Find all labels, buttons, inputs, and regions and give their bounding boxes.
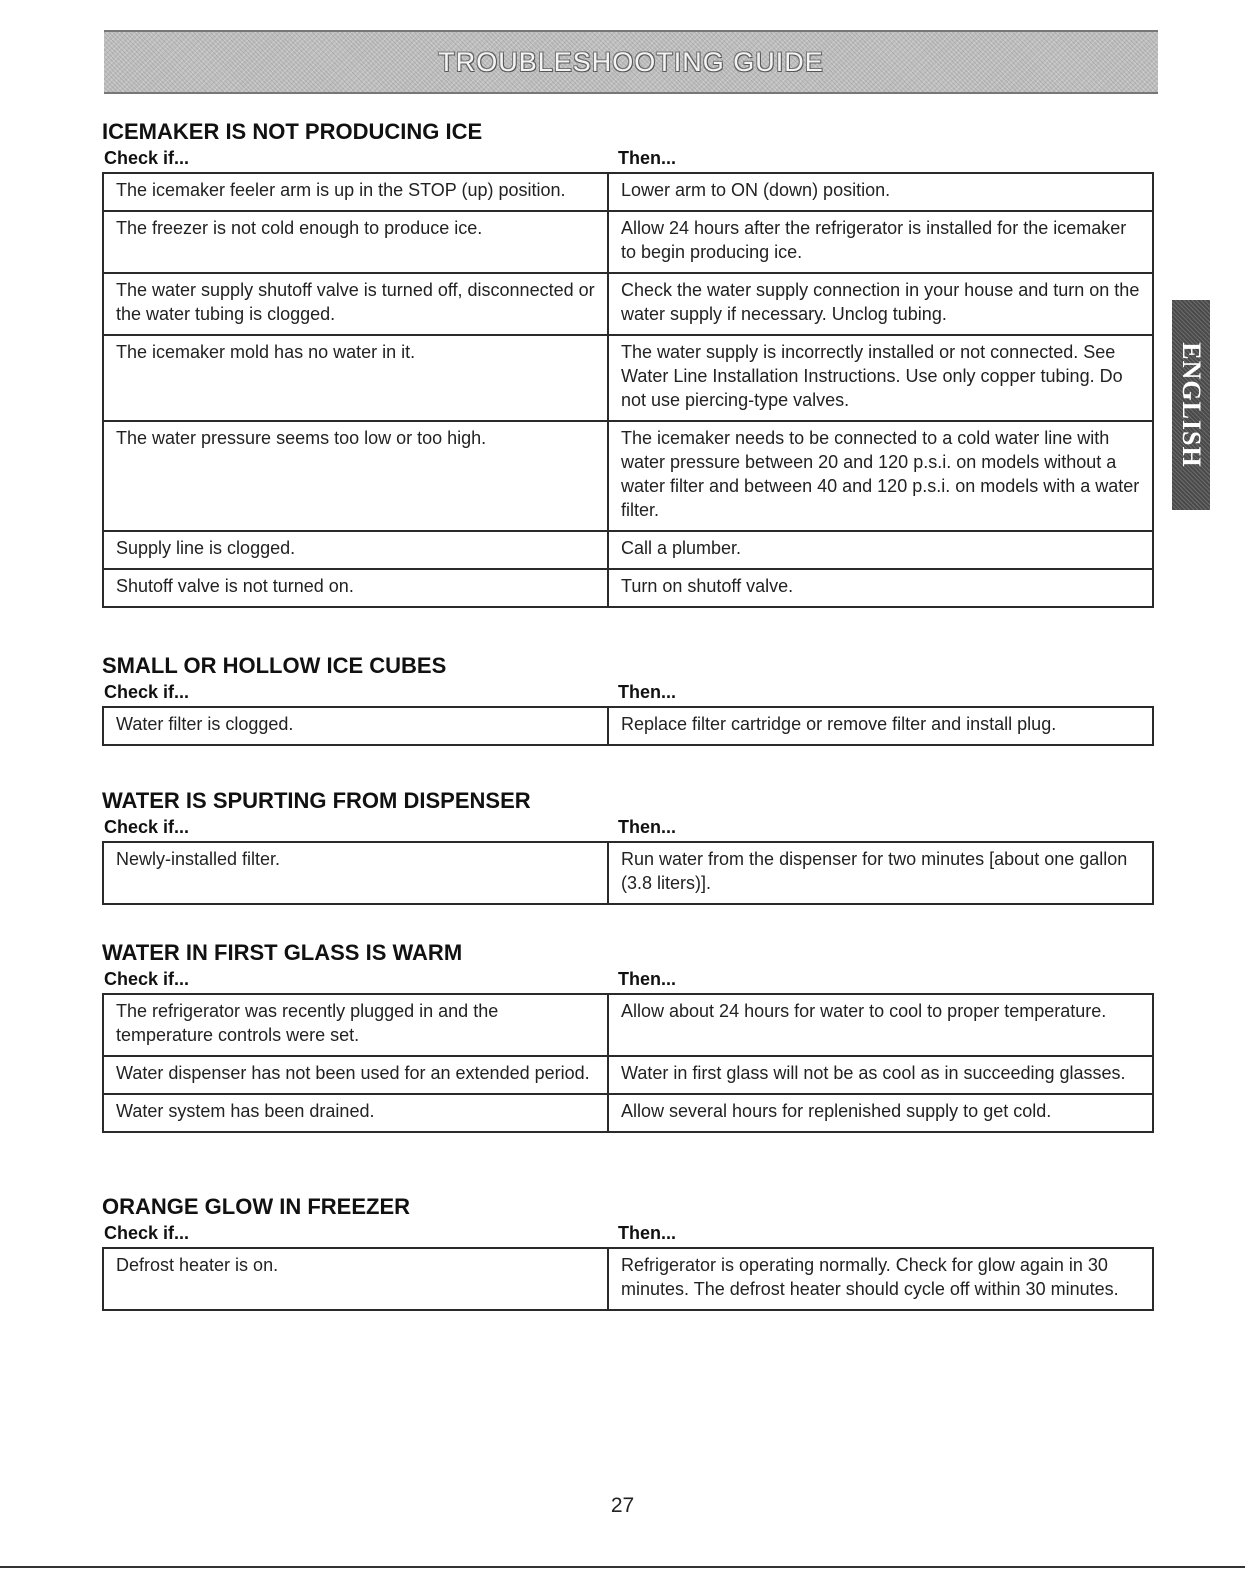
then-cell: Lower arm to ON (down) position.	[608, 173, 1153, 211]
table-row	[103, 1056, 1153, 1094]
table-row	[103, 1248, 1153, 1310]
table-row	[103, 335, 1153, 421]
check-cell: Defrost heater is on.	[103, 1248, 608, 1310]
section-small-hollow-cubes	[102, 652, 1154, 746]
check-cell: Shutoff valve is not turned on.	[103, 569, 608, 607]
check-cell: The water pressure seems too low or too high.	[103, 421, 608, 531]
table-row	[103, 421, 1153, 531]
troubleshooting-table	[102, 172, 1154, 608]
check-cell: The icemaker feeler arm is up in the STOP (up) position.	[103, 173, 608, 211]
check-cell: The water supply shutoff valve is turned off, disconnected or the water tubing is clogged.	[103, 273, 608, 335]
then-cell: Refrigerator is operating normally. Check for glow again in 30 minutes. The defrost heater should cycle off within 30 minutes.	[608, 1248, 1153, 1310]
table-row	[103, 211, 1153, 273]
then-cell: Call a plumber.	[608, 531, 1153, 569]
troubleshooting-table	[102, 706, 1154, 746]
header-banner	[104, 30, 1158, 94]
bottom-divider	[0, 1566, 1245, 1568]
section-title: WATER IS SPURTING FROM DISPENSER	[102, 788, 531, 813]
section-title: WATER IN FIRST GLASS IS WARM	[102, 940, 463, 965]
page-number: 27	[610, 1494, 635, 1517]
table-row	[103, 994, 1153, 1056]
then-cell: Turn on shutoff valve.	[608, 569, 1153, 607]
table-row	[103, 173, 1153, 211]
check-cell: Water filter is clogged.	[103, 707, 608, 745]
check-cell: Water dispenser has not been used for an extended period.	[103, 1056, 608, 1094]
section-first-glass-warm	[102, 939, 1154, 1133]
troubleshooting-table	[102, 993, 1154, 1133]
check-if-heading: Check if...	[104, 148, 190, 168]
section-title: ORANGE GLOW IN FREEZER	[102, 1194, 410, 1219]
section-title: ICEMAKER IS NOT PRODUCING ICE	[102, 119, 483, 144]
then-cell: The icemaker needs to be connected to a cold water line with water pressure between 20 and 120 p.s.i. on models without a water filter and between 40 and 120 p.s.i. on models with a water filter.	[608, 421, 1153, 531]
language-tab	[1172, 300, 1210, 510]
then-cell: Check the water supply connection in your house and turn on the water supply if necessary. Unclog tubing.	[608, 273, 1153, 335]
check-cell: The refrigerator was recently plugged in and the temperature controls were set.	[103, 994, 608, 1056]
then-cell: Allow 24 hours after the refrigerator is installed for the icemaker to begin producing ice.	[608, 211, 1153, 273]
section-icemaker-not-producing	[102, 118, 1154, 608]
then-cell: The water supply is incorrectly installed or not connected. See Water Line Installation Instructions. Use only copper tubing. Do not use piercing-type valves.	[608, 335, 1153, 421]
column-headers	[102, 680, 1154, 704]
column-headers	[102, 815, 1154, 839]
check-if-heading: Check if...	[104, 817, 190, 837]
table-row	[103, 531, 1153, 569]
then-cell: Replace filter cartridge or remove filter and install plug.	[608, 707, 1153, 745]
then-heading: Then...	[618, 969, 676, 989]
column-headers	[102, 146, 1154, 170]
table-row	[103, 273, 1153, 335]
then-heading: Then...	[618, 1223, 676, 1243]
table-row	[103, 569, 1153, 607]
troubleshooting-table	[102, 1247, 1154, 1311]
check-cell: Supply line is clogged.	[103, 531, 608, 569]
then-heading: Then...	[618, 682, 676, 702]
page-title: TROUBLESHOOTING GUIDE	[438, 46, 824, 77]
language-tab-label: ENGLISH	[1177, 342, 1206, 468]
section-orange-glow	[102, 1193, 1154, 1311]
column-headers	[102, 1221, 1154, 1245]
check-if-heading: Check if...	[104, 1223, 190, 1243]
section-water-spurting	[102, 787, 1154, 905]
section-title: SMALL OR HOLLOW ICE CUBES	[102, 653, 447, 678]
check-cell: Newly-installed filter.	[103, 842, 608, 904]
then-heading: Then...	[618, 817, 676, 837]
check-cell: The freezer is not cold enough to produce ice.	[103, 211, 608, 273]
then-cell: Allow several hours for replenished supply to get cold.	[608, 1094, 1153, 1132]
check-if-heading: Check if...	[104, 969, 190, 989]
column-headers	[102, 967, 1154, 991]
table-row	[103, 707, 1153, 745]
then-cell: Water in first glass will not be as cool as in succeeding glasses.	[608, 1056, 1153, 1094]
then-cell: Allow about 24 hours for water to cool to proper temperature.	[608, 994, 1153, 1056]
table-row	[103, 842, 1153, 904]
check-cell: Water system has been drained.	[103, 1094, 608, 1132]
table-row	[103, 1094, 1153, 1132]
check-cell: The icemaker mold has no water in it.	[103, 335, 608, 421]
then-cell: Run water from the dispenser for two minutes [about one gallon (3.8 liters)].	[608, 842, 1153, 904]
check-if-heading: Check if...	[104, 682, 190, 702]
then-heading: Then...	[618, 148, 676, 168]
troubleshooting-table	[102, 841, 1154, 905]
